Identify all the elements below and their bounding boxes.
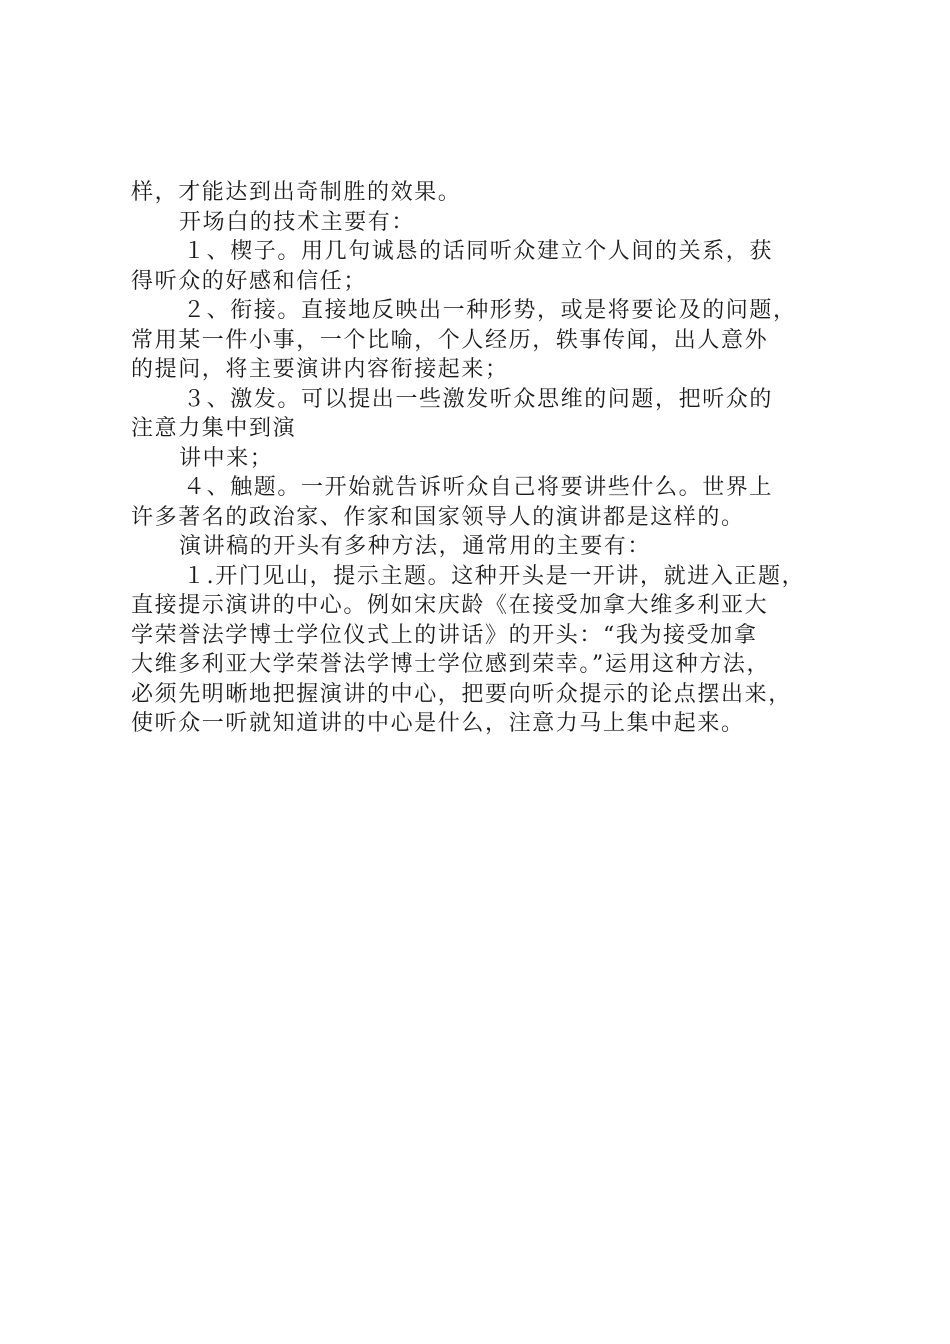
document-body <box>131 178 831 739</box>
text-line: 演讲稿的开头有多种方法，通常用的主要有： <box>179 534 652 559</box>
text-line: 讲中来； <box>179 445 274 471</box>
text-line: 必须先明晰地把握演讲的中心，把要向听众提示的论点摆出来， <box>131 681 792 707</box>
text-line: 许多著名的政治家、作家和国家领导人的演讲都是这样的。 <box>131 504 745 530</box>
text-line: 学荣誉法学博士学位仪式上的讲话》的开头：“我为接受加拿 <box>131 622 758 648</box>
text-line: 大维多利亚大学荣誉法学博士学位感到荣幸。”运用这种方法， <box>131 652 771 677</box>
text-line: 注意力集中到演 <box>131 416 297 441</box>
text-line: ２、衔接。直接地反映出一种形势，或是将要论及的问题， <box>183 298 797 323</box>
text-line: 开场白的技术主要有： <box>179 209 416 235</box>
text-line: ３、激发。可以提出一些激发听众思维的问题，把听众的 <box>183 386 774 412</box>
text-line: 常用某一件小事，一个比喻，个人经历，轶事传闻，出人意外 <box>131 327 769 353</box>
text-line: １、楔子。用几句诚恳的话同听众建立个人间的关系，获 <box>183 239 774 264</box>
text-line: 的提问，将主要演讲内容衔接起来； <box>131 357 509 382</box>
text-line: 样，才能达到出奇制胜的效果。 <box>131 180 462 205</box>
text-line: １.开门见山，提示主题。这种开头是一开讲，就进入正题， <box>183 563 806 589</box>
text-line: 得听众的好感和信任； <box>131 268 368 294</box>
text-line: 直接提示演讲的中心。例如宋庆龄《在接受加拿大维多利亚大 <box>131 593 769 618</box>
text-line: 使听众一听就知道讲的中心是什么，注意力马上集中起来。 <box>131 711 745 736</box>
text-line: ４、触题。一开始就告诉听众自己将要讲些什么。世界上 <box>183 475 774 500</box>
